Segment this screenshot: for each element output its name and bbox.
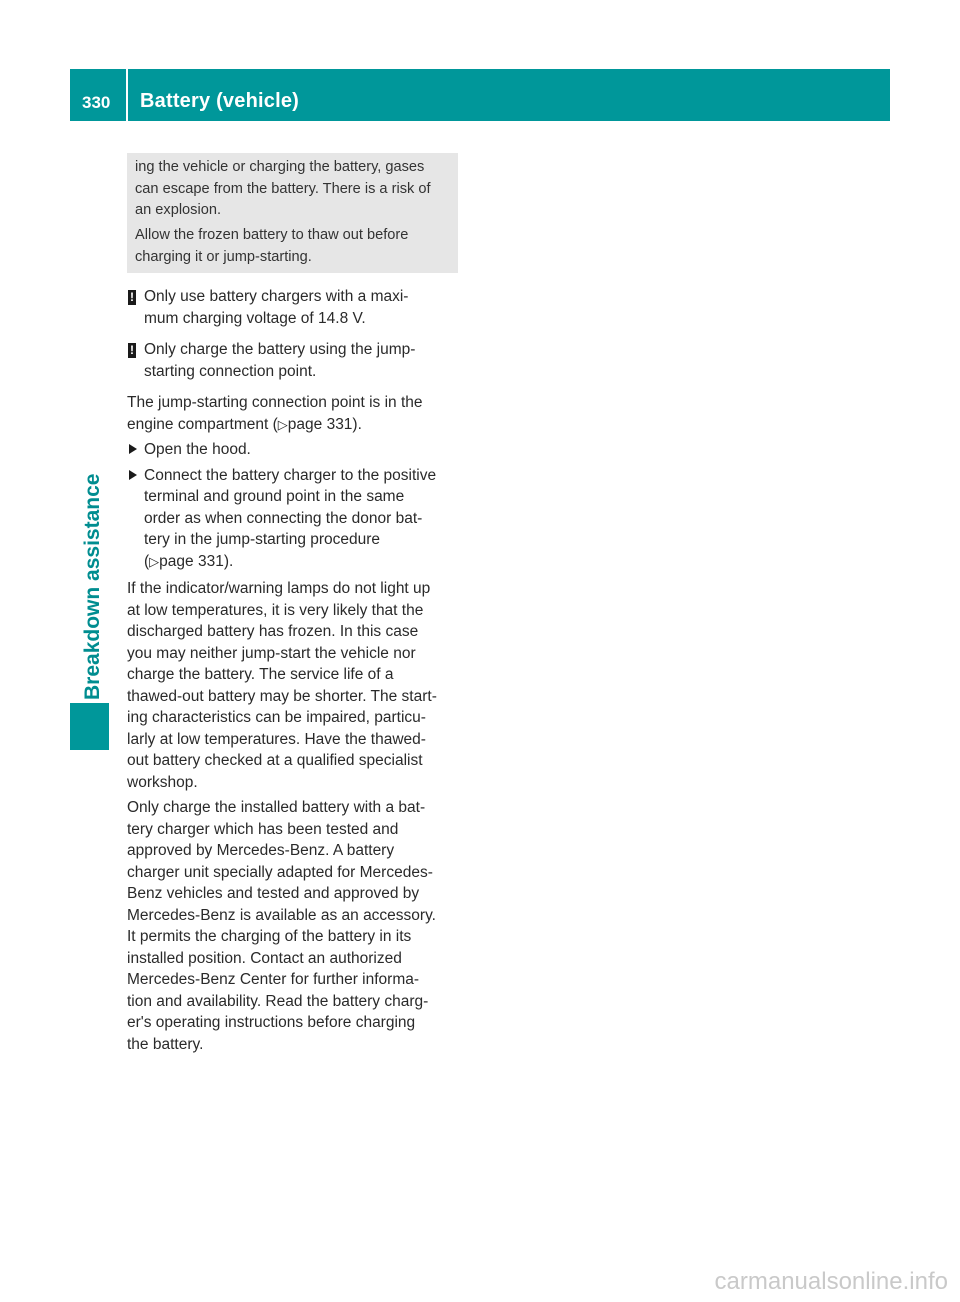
page-ref-arrow-icon: ▷ [149, 553, 160, 569]
page-reference-link[interactable]: page 331). [159, 552, 234, 570]
page-number: 330 [82, 93, 111, 112]
warning-box [127, 153, 458, 273]
watermark: carmanualsonline.info [714, 1268, 948, 1295]
warning-marker-icon: ! [130, 290, 134, 304]
main-content [127, 286, 462, 1059]
chapter-label: Breakdown assistance [81, 473, 104, 700]
intro-paragraph: The jump-starting connection point is in the engine compartment (▷page 331). [127, 394, 423, 433]
page-ref-arrow-icon: ▷ [277, 416, 288, 432]
header-divider [126, 69, 128, 121]
step-item: Connect the battery charger to the positive terminal and ground point in the same order as when connecting the donor bat- tery in the jump-starting procedure (▷page 331). [127, 465, 462, 573]
page-reference-link[interactable]: page 331). [287, 415, 362, 433]
section-title: Battery (vehicle) [140, 90, 300, 112]
note-item: ! Only use battery chargers with a maxi- mum charging voltage of 14.8 V. [130, 288, 409, 327]
warning-marker-icon: ! [130, 343, 134, 357]
step-arrow-icon [129, 444, 137, 454]
warning-text-1: ing the vehicle or charging the battery, gases can escape from the battery. There is a risk of an explosion. [135, 159, 431, 218]
body-paragraph: Only charge the installed battery with a bat- tery charger which has been tested and approved by Mercedes-Benz. A battery charger unit specially adapted for Mercedes- Benz vehicles and tested and approved by Mercedes-Benz is available as an accessory. It permits the charging of the battery in its installed position. Contact an authorized Mercedes-Benz Center for further informa- tion and availability. Read the battery charg- er's operating instructions before charging the battery. [127, 799, 436, 1053]
body-paragraph: If the indicator/warning lamps do not light up at low temperatures, it is very likely that the discharged battery has frozen. In this case you may neither jump-start the vehicle nor charge the battery. The service life of a thawed-out battery may be shorter. The start- ing characteristics can be impaired, particu- larly at low temperatures. Have the thawed- out battery checked at a qualified specialist workshop. [127, 580, 437, 791]
step-arrow-icon [129, 470, 137, 480]
chapter-tab [70, 703, 109, 750]
warning-text-2: Allow the frozen battery to thaw out before charging it or jump-starting. [135, 227, 409, 265]
note-item: ! Only charge the battery using the jump- starting connection point. [130, 341, 416, 380]
step-item: Open the hood. [127, 439, 462, 461]
